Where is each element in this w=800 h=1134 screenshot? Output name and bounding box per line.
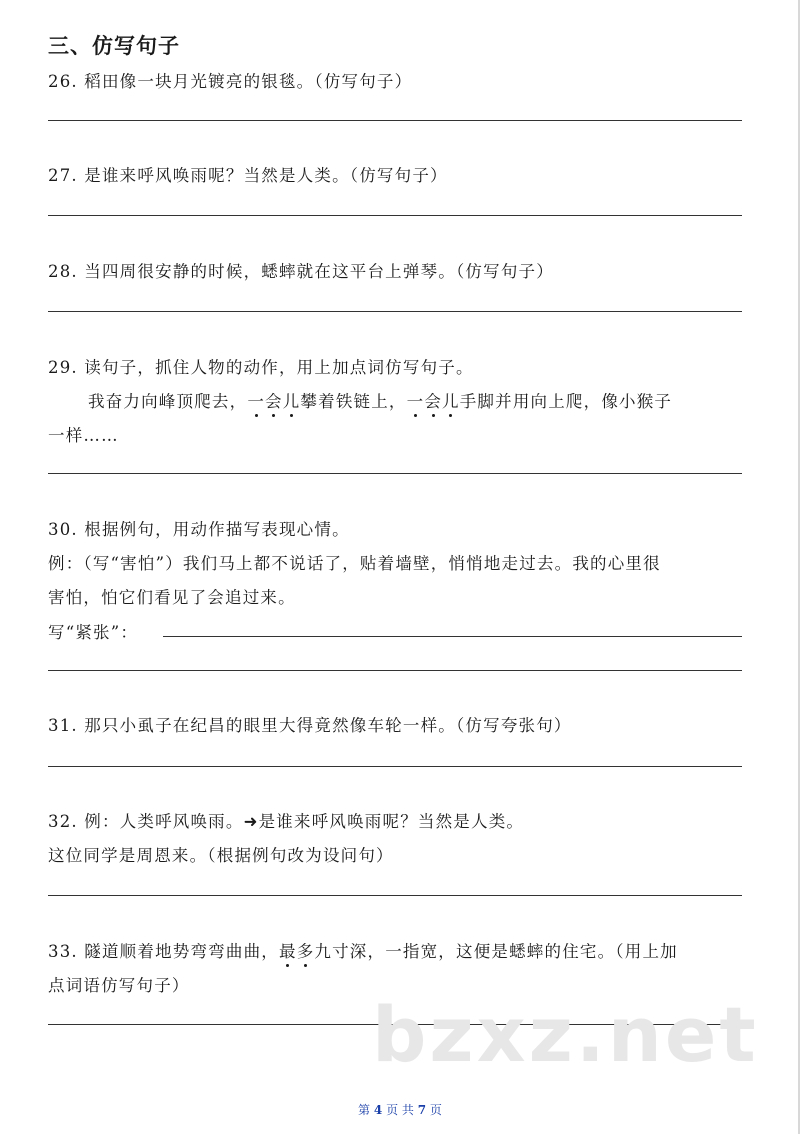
question-text: 九寸深，一指宽，这便是蟋蟀的住宅。（用上加 [314,942,678,961]
question-text: 33. 隧道顺着地势弯弯曲曲， [48,942,279,961]
question-28: 28. 当四周很安静的时候，蟋蟀就在这平台上弹琴。（仿写句子） [48,262,554,281]
answer-line-30a[interactable] [163,636,742,637]
question-33 [48,938,678,962]
footer-prefix: 第 [358,1103,371,1117]
footer-total-pages: 7 [417,1103,427,1117]
question-30-example-line2: 害怕，怕它们看见了会追过来。 [48,588,296,607]
answer-line-29[interactable] [48,473,742,474]
question-33-cont: 点词语仿写句子） [48,976,190,995]
answer-line-27[interactable] [48,215,742,216]
section-title: 三、仿写句子 [48,34,180,58]
dotted-char: 最 [279,938,297,962]
question-27: 27. 是谁来呼风唤雨呢？当然是人类。（仿写句子） [48,166,448,185]
question-29: 29. 读句子，抓住人物的动作，用上加点词仿写句子。 [48,358,474,377]
answer-line-28[interactable] [48,311,742,312]
dotted-char: 多 [297,938,315,962]
example-text: 攀着铁链上， [300,392,407,411]
footer-page-number: 4 [373,1103,383,1117]
example-text: 我奋力向峰顶爬去， [88,392,248,411]
question-30: 30. 根据例句，用动作描写表现心情。 [48,520,350,539]
example-text: 手脚并用向上爬，像小猴子 [459,392,673,411]
question-26: 26. 稻田像一块月光镀亮的银毯。（仿写句子） [48,72,413,91]
footer-suffix: 页 [429,1103,442,1117]
answer-line-31[interactable] [48,766,742,767]
answer-line-30b[interactable] [48,670,742,671]
question-29-example [88,388,672,412]
dotted-char: 会 [265,388,283,412]
question-30-example-line1: 例：（写“害怕”）我们马上都不说话了，贴着墙壁，悄悄地走过去。我的心里很 [48,554,661,573]
footer-mid: 页 共 [386,1103,414,1117]
dotted-word [247,392,300,411]
page-footer [0,1101,800,1118]
dotted-word [279,942,314,961]
dotted-word [407,392,460,411]
answer-line-32[interactable] [48,895,742,896]
dotted-char: 儿 [283,388,301,412]
dotted-char: 一 [247,388,265,412]
dotted-char: 儿 [442,388,460,412]
watermark: bzxz.net [372,990,759,1079]
dotted-char: 一 [407,388,425,412]
question-32: 32. 例：人类呼风唤雨。➜是谁来呼风唤雨呢？当然是人类。 [48,812,525,831]
answer-line-26[interactable] [48,120,742,121]
dotted-char: 会 [424,388,442,412]
question-29-example-cont: 一样…… [48,426,119,445]
question-30-prompt: 写“紧张”： [48,623,139,642]
question-32-sub: 这位同学是周恩来。（根据例句改为设问句） [48,846,394,865]
question-31: 31. 那只小虱子在纪昌的眼里大得竟然像车轮一样。（仿写夸张句） [48,716,572,735]
